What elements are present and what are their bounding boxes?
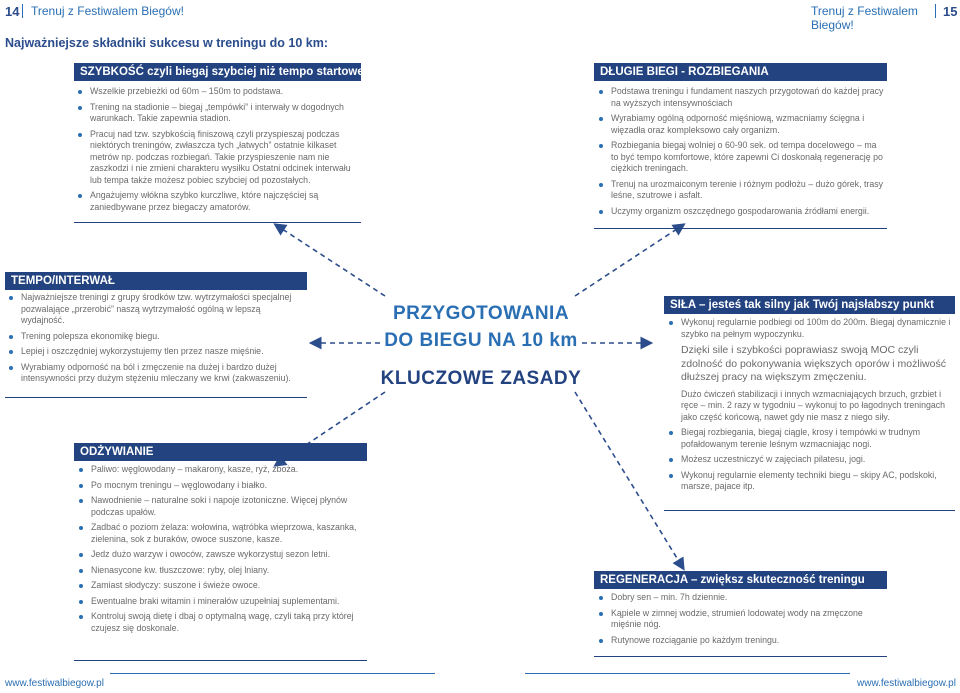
bullet-icon xyxy=(599,90,603,94)
list-item: Uczymy organizm oszczędnego gospodarowania źródłami energii. xyxy=(597,206,885,218)
left-footer-line xyxy=(110,673,435,674)
center-title-line2: DO BIEGU NA 10 km xyxy=(384,330,578,351)
section-title-strength: SIŁA – jesteś tak silny jak Twój najsłabszy punkt xyxy=(664,296,955,314)
list-item: Wyrabiamy ogólną odporność mięśniową, wzmacniamy ścięgna i więzadła oraz kompleksowo cały organizm. xyxy=(597,113,885,136)
left-footer-url[interactable]: www.festiwalbiegow.pl xyxy=(5,678,104,689)
long-runs-list xyxy=(597,86,885,221)
list-item: Wykonuj regularnie podbiegi od 100m do 200m. Biegaj dynamicznie i szybko na pełnym wypoczynku. xyxy=(667,317,955,340)
bullet-icon xyxy=(9,335,13,339)
recovery-list xyxy=(597,592,885,650)
list-item: Wszelkie przebieżki od 60m – 150m to podstawa. xyxy=(76,86,364,98)
list-item: Nienasycone kw. tłuszczowe: ryby, olej lniany. xyxy=(77,565,365,577)
section-title-tempo: TEMPO/INTERWAŁ xyxy=(5,272,307,290)
bullet-icon xyxy=(599,612,603,616)
center-title-line3: KLUCZOWE ZASADY xyxy=(380,368,582,389)
list-item: Kąpiele w zimnej wodzie, strumień lodowatej wody na zmęczone mięśnie nóg. xyxy=(597,608,885,631)
left-page-number: 14 xyxy=(5,4,20,19)
bullet-icon xyxy=(79,584,83,588)
section-title-nutrition: ODŻYWIANIE xyxy=(74,443,367,461)
list-item: Możesz uczestniczyć w zajęciach pilatesu, jogi. xyxy=(667,454,955,466)
bullet-icon xyxy=(9,296,13,300)
bullet-icon xyxy=(79,526,83,530)
section-title-long-runs: DŁUGIE BIEGI - ROZBIEGANIA xyxy=(594,63,887,81)
list-item: Paliwo: węglowodany – makarony, kasze, ryż, zboża. xyxy=(77,464,365,476)
list-item: Rozbiegania biegaj wolniej o 60-90 sek. od tempa docelowego – ma to być tempo komfortowe, które zapewni Ci doskonałą regenerację po ciężkich treningach. xyxy=(597,140,885,175)
bullet-icon xyxy=(669,321,673,325)
bullet-icon xyxy=(599,117,603,121)
list-item: Ewentualne braki witamin i minerałów uzupełniaj suplementami. xyxy=(77,596,365,608)
bullet-icon xyxy=(669,474,673,478)
main-heading: Najważniejsze składniki sukcesu w treningu do 10 km: xyxy=(5,36,329,50)
bullet-icon xyxy=(9,366,13,370)
tempo-list xyxy=(7,292,305,389)
list-item: Wykonuj regularnie elementy techniki biegu – skipy AC, podskoki, marsze, pajace itp. xyxy=(667,470,955,493)
list-item: Pracuj nad tzw. szybkością finiszową czyli przyspieszaj podczas niektórych treningów, zwłaszcza tych „łatwych” ostatnie kilkaset metrów np. podczas rozbiegań. Takie przyspieszenie nam nie zaszkodzi i nie zmieni charakteru wysiłku Ostatni odcinek interwału lub tempa także możesz pobiec szybciej od pozostałych. xyxy=(76,129,364,187)
list-item: Trening na stadionie – biegaj „tempówki” i interwały w dogodnych warunkach. Takie zapewnia stadion. xyxy=(76,102,364,125)
strength-list xyxy=(667,317,955,497)
arrow-to-long-runs xyxy=(575,225,683,296)
bullet-icon xyxy=(79,553,83,557)
bullet-icon xyxy=(78,106,82,110)
speed-box-bottom-line xyxy=(74,222,361,223)
bullet-icon xyxy=(79,615,83,619)
right-footer-line xyxy=(525,673,850,674)
bullet-icon xyxy=(79,468,83,472)
list-item: Angażujemy włókna szybko kurczliwe, które najczęściej są zaniedbywane przez biegaczy amatorów. xyxy=(76,190,364,213)
bullet-icon xyxy=(599,183,603,187)
nutrition-box-bottom-line xyxy=(74,660,367,661)
bullet-icon xyxy=(599,144,603,148)
bullet-icon xyxy=(669,458,673,462)
list-item: Rutynowe rozciąganie po każdym treningu. xyxy=(597,635,885,647)
bullet-icon xyxy=(599,596,603,600)
center-title-line1: PRZYGOTOWANIA xyxy=(392,303,570,324)
bullet-icon xyxy=(599,210,603,214)
list-item: Nawodnienie – naturalne soki i napoje izotoniczne. Więcej płynów podczas upałów. xyxy=(77,495,365,518)
speed-list xyxy=(76,86,364,217)
list-item: Jedz dużo warzyw i owoców, zawsze wykorzystuj sezon letni. xyxy=(77,549,365,561)
list-item: Trenuj na urozmaiconym terenie i różnym podłożu – dużo górek, trasy leśne, szutrowe i asfalt. xyxy=(597,179,885,202)
list-item: Dobry sen – min. 7h dziennie. xyxy=(597,592,885,604)
list-item: Zamiast słodyczy: suszone i świeże owoce. xyxy=(77,580,365,592)
bullet-icon xyxy=(79,600,83,604)
list-item: Lepiej i oszczędniej wykorzystujemy tlen przez nasze mięśnie. xyxy=(7,346,305,358)
section-title-recovery: REGENERACJA – zwiększ skuteczność treningu xyxy=(594,571,887,589)
list-item: Trening polepsza ekonomikę biegu. xyxy=(7,331,305,343)
bullet-icon xyxy=(78,194,82,198)
bullet-icon xyxy=(79,569,83,573)
bullet-icon xyxy=(78,90,82,94)
bullet-icon xyxy=(79,484,83,488)
long-runs-box-bottom-line xyxy=(594,228,887,229)
list-item: Podstawa treningu i fundament naszych przygotowań do każdej pracy na wyższych intensywnościach xyxy=(597,86,885,109)
list-item: Kontroluj swoją dietę i dbaj o optymalną wagę, czyli taką przy której czujesz się doskonale. xyxy=(77,611,365,634)
right-footer-url[interactable]: www.festiwalbiegow.pl xyxy=(857,678,956,689)
bullet-icon xyxy=(669,431,673,435)
bullet-icon xyxy=(78,133,82,137)
tempo-box-bottom-line xyxy=(5,397,307,398)
nutrition-list xyxy=(77,464,365,638)
recovery-box-bottom-line xyxy=(594,656,887,657)
left-header-title: Trenuj z Festiwalem Biegów! xyxy=(31,4,184,18)
list-item: Dzięki sile i szybkości poprawiasz swoją MOC czyli zdolność do pokonywania większych oporów i możliwość dłuższej pracy na większym zmęczeniu. xyxy=(681,344,946,383)
bullet-icon xyxy=(599,639,603,643)
list-item: Najważniejsze treningi z grupy środków tzw. wytrzymałości specjalnej pozwalające „przerobić” naszą wytrzymałość ogólną w lepszą wydajność. xyxy=(7,292,305,327)
list-item: Zadbać o poziom żelaza: wołowina, wątróbka wieprzowa, kaszanka, zielenina, sok z buraków, owoce suszone, kasze. xyxy=(77,522,365,545)
right-page-number: 15 xyxy=(943,4,958,19)
list-item: Biegaj rozbiegania, biegaj ciągle, krosy i tempówki w trudnym pofałdowanym terenie leśnym wzmacniając nogi. xyxy=(667,427,955,450)
list-item: Dużo ćwiczeń stabilizacji i innych wzmacniających brzuch, grzbiet i ręce – min. 2 razy w tygodniu – wykonuj to po łagodnych treningach jako część końcową, nawet gdy nie masz z niego siły. xyxy=(681,388,946,422)
bullet-icon xyxy=(9,350,13,354)
list-item: Wyrabiamy odporność na ból i zmęczenie na dużej i bardzo dużej intensywności przy dużym stężeniu mleczany we krwi (zakwaszeniu). xyxy=(7,362,305,385)
section-title-speed: SZYBKOŚĆ czyli biegaj szybciej niż tempo startowe xyxy=(74,63,361,81)
bullet-icon xyxy=(79,499,83,503)
list-item: Po mocnym treningu – węglowodany i białko. xyxy=(77,480,365,492)
right-header-title: Trenuj z Festiwalem Biegów! xyxy=(811,4,918,32)
strength-box-bottom-line xyxy=(664,510,955,511)
